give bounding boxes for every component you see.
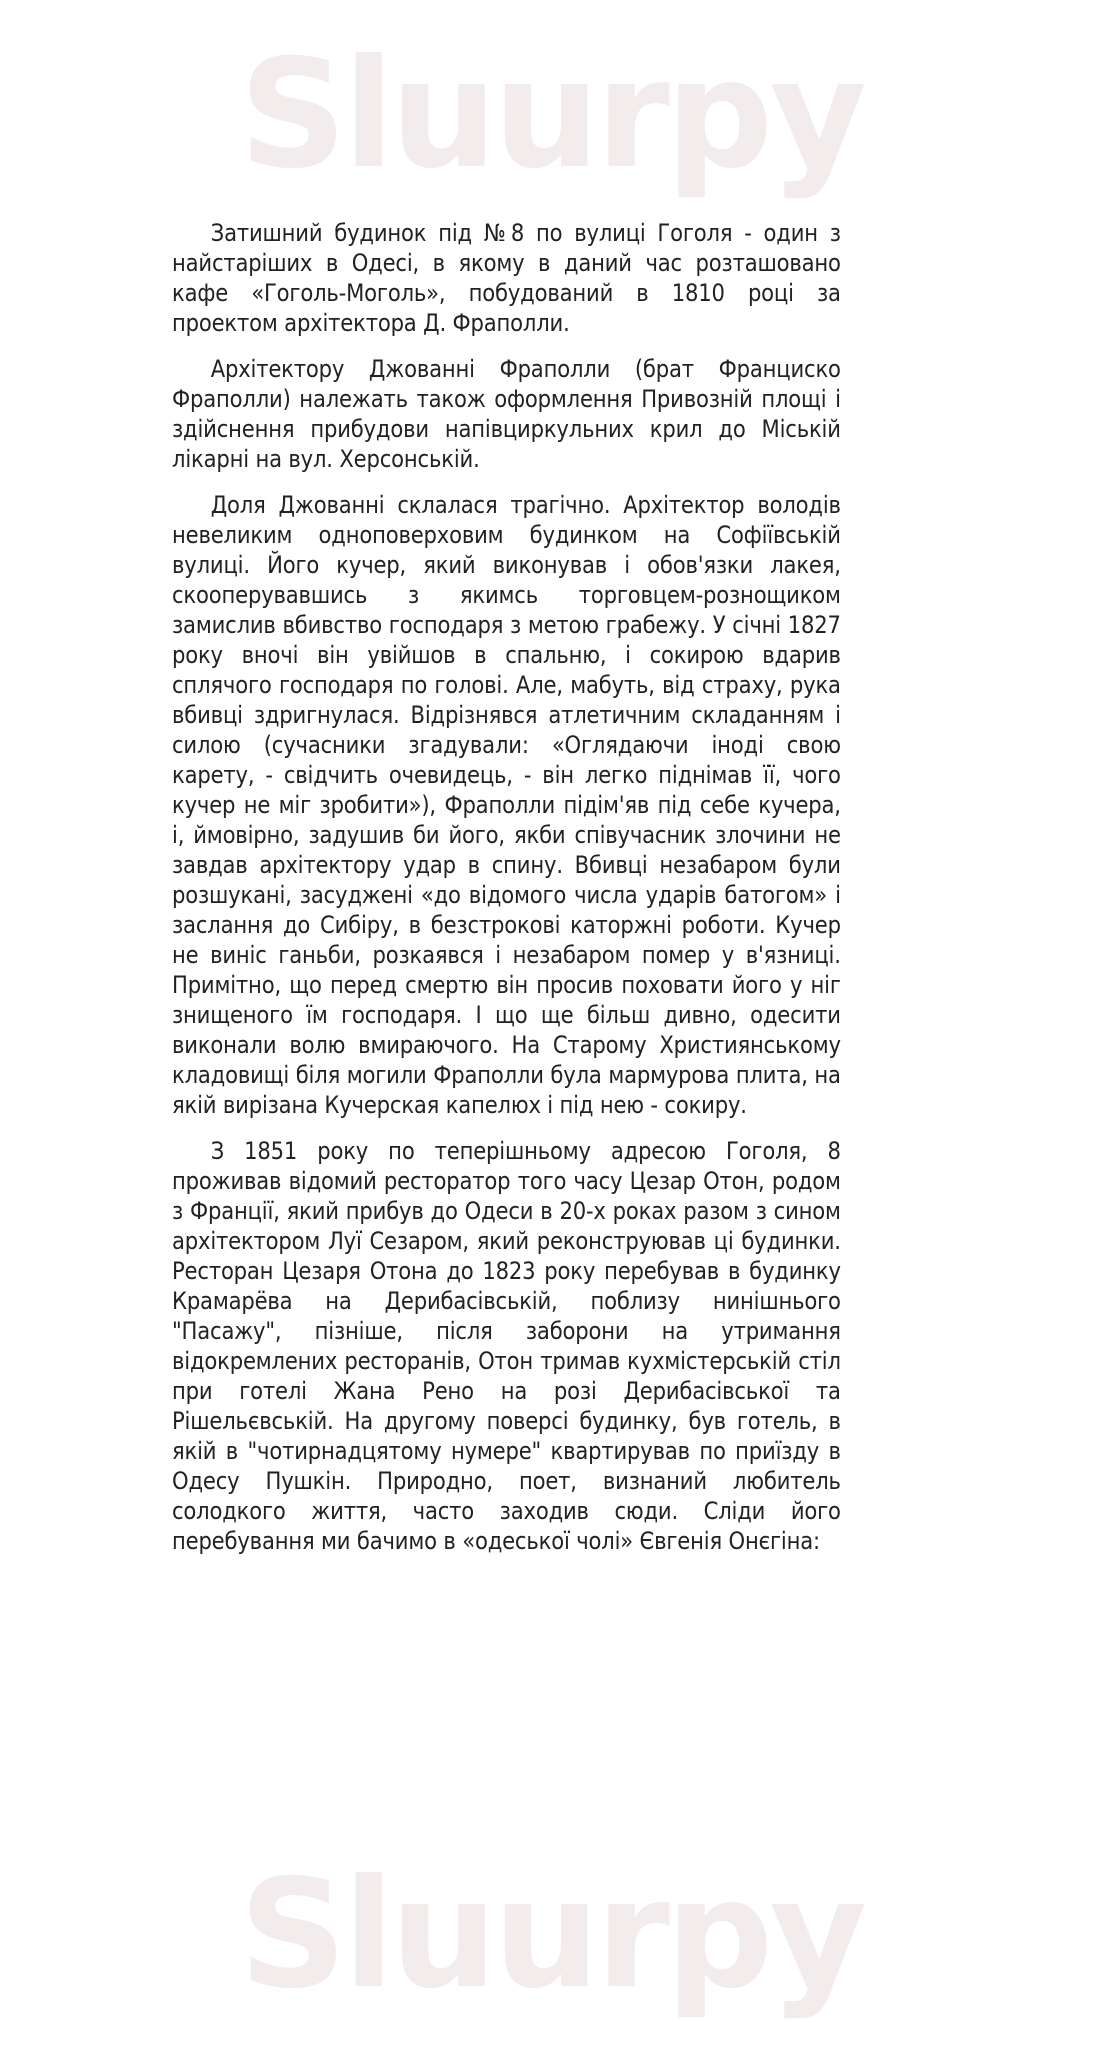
paragraph-1: Затишний будинок під №8 по вулиці Гоголя - один з найстаріших в Одесі, в якому в даний час розташовано кафе «Гоголь-Моголь», побудований в 1810 році за проектом архітектора Д. Фраполли. bbox=[172, 219, 841, 337]
paragraph-4: З 1851 року по теперішньому адресою Гоголя, 8 проживав відомий ресторатор того часу Цезар Отон, родом з Франції, який прибув до Одеси в 20-х роках разом з сином архітектором Луї Сезаром, який реконструював ці будинки. Ресторан Цезаря Отона до 1823 року перебував в будинку Крамарёва на Дерибасівській, поблизу нинішнього "Пасажу", пізніше, після заборони на утримання відокремлених ресторанів, Отон тримав кухмістерській стіл при готелі Жана Рено на розі Дерибасівської та Рішельєвській. На другому поверсі будинку, був готель, в якій в "чотирнадцятому нумере" квартирував по приїзду в Одесу Пушкін. Природно, поет, визнаний любитель солодкого життя, часто заходив сюди. Сліди його перебування ми бачимо в «одеської чолі» Євгенія Онєгіна: bbox=[172, 1137, 841, 1555]
sluurpy-watermark-bottom: Sluurpy bbox=[238, 1848, 864, 2022]
sluurpy-watermark-top: Sluurpy bbox=[238, 28, 864, 202]
history-text bbox=[172, 218, 841, 1572]
paragraph-2: Архітектору Джованні Фраполли (брат Франциско Фраполли) належать також оформлення Привозній площі і здійснення прибудови напівциркульних крил до Міській лікарні на вул. Херсонській. bbox=[172, 355, 841, 473]
paragraph-3: Доля Джованні склалася трагічно. Архітектор володів невеликим одноповерховим будинком на Софіївській вулиці. Його кучер, який виконував і обов'язки лакея, скооперувавшись з якимсь торговцем-рознощиком замислив вбивство господаря з метою грабежу. У січні 1827 року вночі він увійшов в спальню, і сокирою вдарив сплячого господаря по голові. Але, мабуть, від страху, рука вбивці здригнулася. Відрізнявся атлетичним складанням і силою (сучасники згадували: «Оглядаючи іноді свою карету, - свідчить очевидець, - він легко піднімав її, чого кучер не міг зробити»), Фраполли підім'яв під себе кучера, і, ймовірно, задушив би його, якби співучасник злочини не завдав архітектору удар в спину. Вбивці незабаром були розшукані, засуджені «до відомого числа ударів батогом» і заслання до Сибіру, в безстрокові каторжні роботи. Кучер не виніс ганьби, розкаявся і незабаром помер у в'язниці. Примітно, що перед смертю він просив поховати його у ніг знищеного їм господаря. І що ще більш дивно, одесити виконали волю вмираючого. На Старому Християнському кладовищі біля могили Фраполли була мармурова плита, на якій вирізана Кучерская капелюх і під нею - сокиру. bbox=[172, 491, 841, 1119]
